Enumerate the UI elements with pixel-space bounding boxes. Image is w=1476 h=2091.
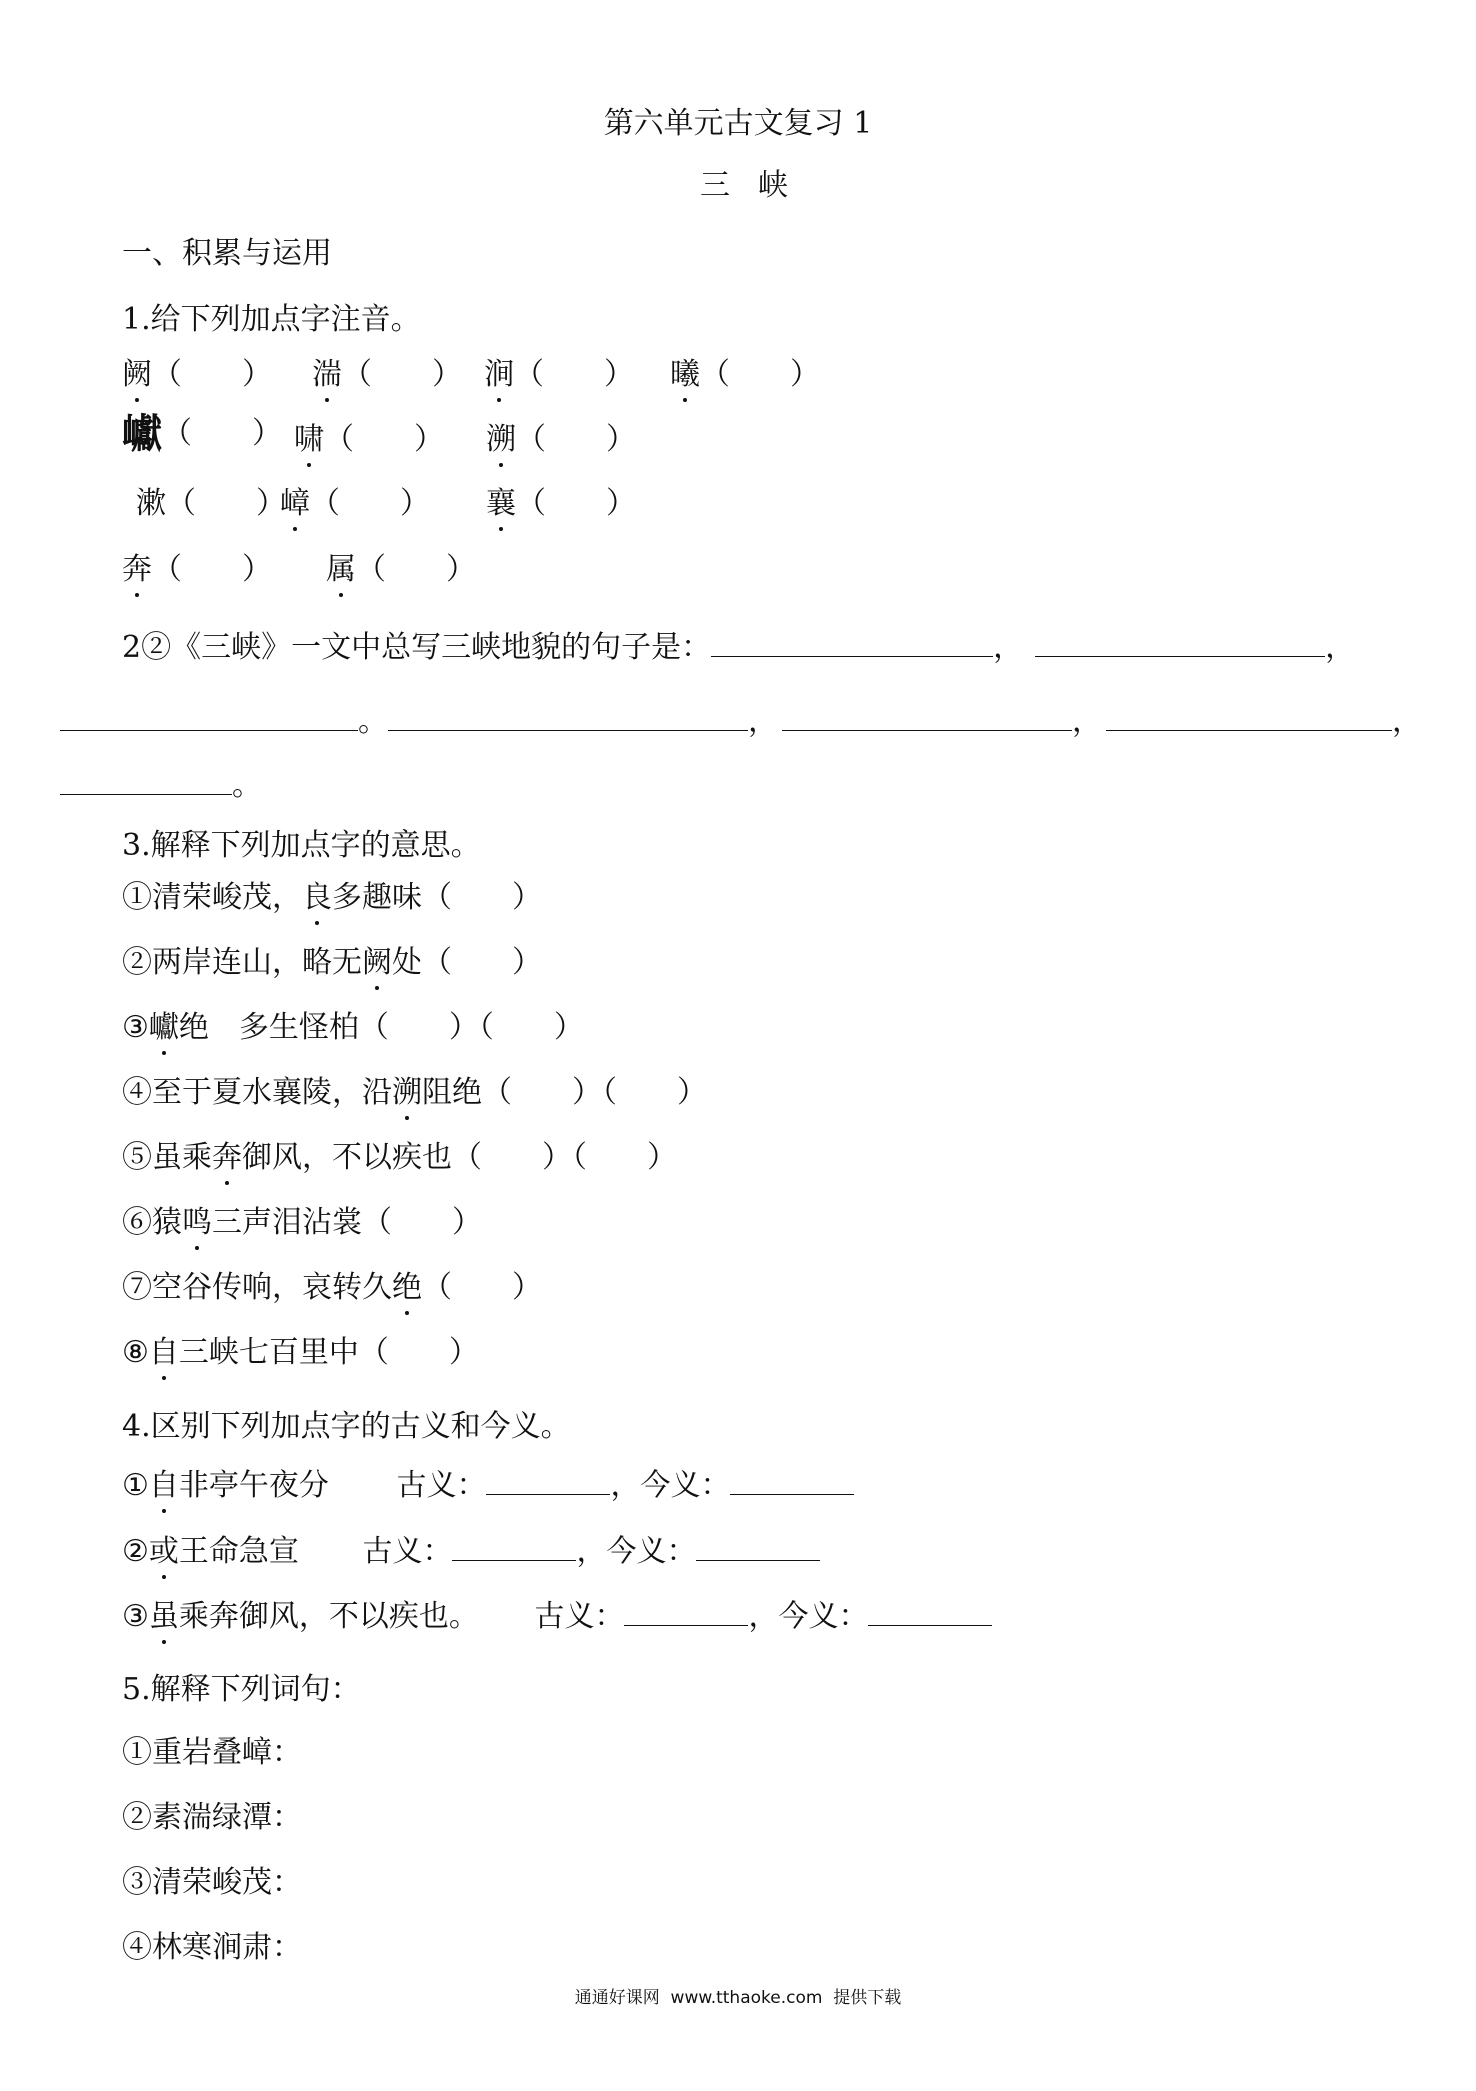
question-5-item: ④林寒涧肃： <box>122 1930 302 1965</box>
page-title: 第六单元古文复习 1 <box>603 106 873 141</box>
dotted-char: 阙 <box>362 943 392 983</box>
answer-paren[interactable]: （ ） <box>162 416 282 451</box>
answer-blank[interactable] <box>1106 702 1392 731</box>
new-meaning-blank[interactable] <box>730 1466 854 1495</box>
old-meaning-blank[interactable] <box>486 1466 610 1495</box>
answer-paren[interactable]: （ ）（ ） <box>452 1140 677 1175</box>
answer-paren[interactable]: （ ） <box>166 486 286 521</box>
dotted-char: 湍 <box>312 355 342 395</box>
punctuation: ， <box>576 1534 607 1569</box>
old-meaning-blank[interactable] <box>624 1597 748 1626</box>
question-3-item <box>122 1203 482 1243</box>
dotted-char: 阙 <box>122 355 152 395</box>
pinyin-item <box>294 420 444 460</box>
item-text: ① <box>122 1468 149 1503</box>
question-3-item <box>122 878 542 918</box>
pinyin-item <box>486 484 636 524</box>
answer-blank[interactable] <box>711 628 993 657</box>
dotted-char: 自 <box>149 1333 179 1373</box>
item-text: 阻绝 <box>422 1075 482 1110</box>
question-5-prompt: 5.解释下列词句： <box>122 1672 361 1707</box>
item-text: 乘奔御风，不以疾也。 <box>178 1599 479 1634</box>
dotted-char: 襄 <box>486 484 516 524</box>
item-text: 三声泪沾裳 <box>212 1205 362 1240</box>
answer-blank[interactable] <box>60 766 232 795</box>
answer-paren[interactable]: （ ） <box>362 1205 482 1240</box>
item-text: ② <box>122 1534 149 1569</box>
question-2-line-2 <box>60 702 1422 742</box>
item-text: 非亭午夜分 <box>178 1468 329 1503</box>
question-3-item <box>122 1008 584 1048</box>
pinyin-item <box>280 484 430 524</box>
punctuation: ， <box>1325 630 1356 665</box>
item-text: 王命急宣 <box>178 1534 299 1569</box>
pinyin-item <box>136 484 286 524</box>
punctuation: ， <box>748 704 778 739</box>
dotted-char: 奔 <box>212 1138 242 1178</box>
dotted-char: 绝 <box>392 1268 422 1308</box>
dotted-char: 巘 <box>149 1008 179 1048</box>
old-meaning-label: 古义： <box>534 1599 625 1634</box>
dotted-char: 曦 <box>670 355 700 395</box>
question-4-item <box>122 1597 992 1637</box>
question-3-item <box>122 1268 542 1308</box>
dotted-char: 涧 <box>484 355 514 395</box>
new-meaning-label: 今义： <box>640 1468 731 1503</box>
punctuation: ， <box>748 1599 779 1634</box>
answer-paren[interactable]: （ ） <box>514 357 634 392</box>
pinyin-item <box>326 550 476 590</box>
item-text: ①清荣峻茂， <box>122 880 302 915</box>
answer-paren[interactable]: （ ） <box>152 357 272 392</box>
question-2-prompt: 2②《三峡》一文中总写三峡地貌的句子是： <box>122 630 712 665</box>
punctuation: ， <box>1392 704 1422 739</box>
pinyin-item <box>486 420 636 460</box>
pinyin-item <box>312 355 462 395</box>
item-text: 多趣味 <box>332 880 422 915</box>
question-5-item: ②素湍绿潭： <box>122 1800 302 1835</box>
question-4-prompt: 4.区别下列加点字的古义和今义。 <box>122 1409 571 1444</box>
pinyin-item <box>670 355 820 395</box>
question-4-item <box>122 1466 854 1506</box>
dotted-char: 属 <box>326 550 356 590</box>
section-heading: 一、积累与运用 <box>122 236 332 271</box>
question-3-item <box>122 1138 677 1178</box>
new-meaning-blank[interactable] <box>868 1597 992 1626</box>
punctuation: 。 <box>358 704 388 739</box>
page-subtitle: 三峡 <box>700 168 816 203</box>
dotted-char: 虽 <box>149 1597 179 1637</box>
answer-paren[interactable]: （ ） <box>152 552 272 587</box>
question-3-prompt: 3.解释下列加点字的意思。 <box>122 828 481 863</box>
answer-paren[interactable]: （ ） <box>422 945 542 980</box>
dotted-char: 巘 <box>122 410 162 457</box>
answer-blank[interactable] <box>782 702 1072 731</box>
dotted-char: 自 <box>149 1466 179 1506</box>
item-text: ④至于夏水襄陵，沿 <box>122 1075 392 1110</box>
item-text: 绝 多生怪柏 <box>178 1010 359 1045</box>
item-text: ⑦空谷传响，哀转久 <box>122 1270 392 1305</box>
pinyin-item <box>484 355 634 395</box>
item-text: 御风，不以疾也 <box>242 1140 452 1175</box>
page-footer: 通通好课网 www.tthaoke.com 提供下载 <box>574 1988 902 2008</box>
new-meaning-blank[interactable] <box>696 1532 820 1561</box>
punctuation: ， <box>1072 704 1102 739</box>
char: 漱 <box>136 486 166 521</box>
question-2-line-1 <box>122 628 1355 668</box>
answer-paren[interactable]: （ ） <box>356 552 476 587</box>
answer-paren[interactable]: （ ） <box>422 1270 542 1305</box>
old-meaning-blank[interactable] <box>452 1532 576 1561</box>
question-5-item: ①重岩叠嶂： <box>122 1735 302 1770</box>
question-3-item <box>122 1073 707 1113</box>
dotted-char: 嶂 <box>280 484 310 524</box>
answer-paren[interactable]: （ ） <box>700 357 820 392</box>
new-meaning-label: 今义： <box>606 1534 697 1569</box>
pinyin-item <box>122 355 272 395</box>
answer-paren[interactable]: （ ）（ ） <box>358 1010 584 1045</box>
question-2-line-3 <box>60 766 262 806</box>
pinyin-item <box>122 550 272 590</box>
item-text: ⑥猿 <box>122 1205 182 1240</box>
answer-paren[interactable]: （ ） <box>324 422 444 457</box>
answer-paren[interactable]: （ ） <box>358 1335 479 1370</box>
answer-paren[interactable]: （ ） <box>516 422 636 457</box>
answer-paren[interactable]: （ ）（ ） <box>482 1075 707 1110</box>
old-meaning-label: 古义： <box>362 1534 453 1569</box>
new-meaning-label: 今义： <box>778 1599 869 1634</box>
pinyin-item <box>122 410 282 458</box>
punctuation: ， <box>610 1468 641 1503</box>
question-1-prompt: 1.给下列加点字注音。 <box>122 302 421 337</box>
item-text: ⑤虽乘 <box>122 1140 212 1175</box>
old-meaning-label: 古义： <box>396 1468 487 1503</box>
dotted-char: 鸣 <box>182 1203 212 1243</box>
item-text: 三峡七百里中 <box>178 1335 359 1370</box>
item-text: 处 <box>392 945 422 980</box>
item-text: ②两岸连山，略无 <box>122 945 362 980</box>
question-5-item: ③清荣峻茂： <box>122 1865 302 1900</box>
punctuation: 。 <box>232 768 262 803</box>
answer-paren[interactable]: （ ） <box>516 486 636 521</box>
answer-paren[interactable]: （ ） <box>310 486 430 521</box>
item-text: ⑧ <box>122 1335 149 1370</box>
question-3-item <box>122 943 542 983</box>
dotted-char: 溯 <box>486 420 516 460</box>
punctuation: ， <box>993 630 1024 665</box>
answer-blank[interactable] <box>388 702 748 731</box>
dotted-char: 奔 <box>122 550 152 590</box>
answer-blank[interactable] <box>60 702 358 731</box>
question-3-item <box>122 1333 479 1373</box>
answer-paren[interactable]: （ ） <box>342 357 462 392</box>
dotted-char: 溯 <box>392 1073 422 1113</box>
answer-paren[interactable]: （ ） <box>422 880 542 915</box>
dotted-char: 啸 <box>294 420 324 460</box>
question-4-item <box>122 1532 820 1572</box>
item-text: ③ <box>122 1599 149 1634</box>
answer-blank[interactable] <box>1035 628 1325 657</box>
dotted-char: 良 <box>302 878 332 918</box>
item-text: ③ <box>122 1010 149 1045</box>
dotted-char: 或 <box>149 1532 179 1572</box>
